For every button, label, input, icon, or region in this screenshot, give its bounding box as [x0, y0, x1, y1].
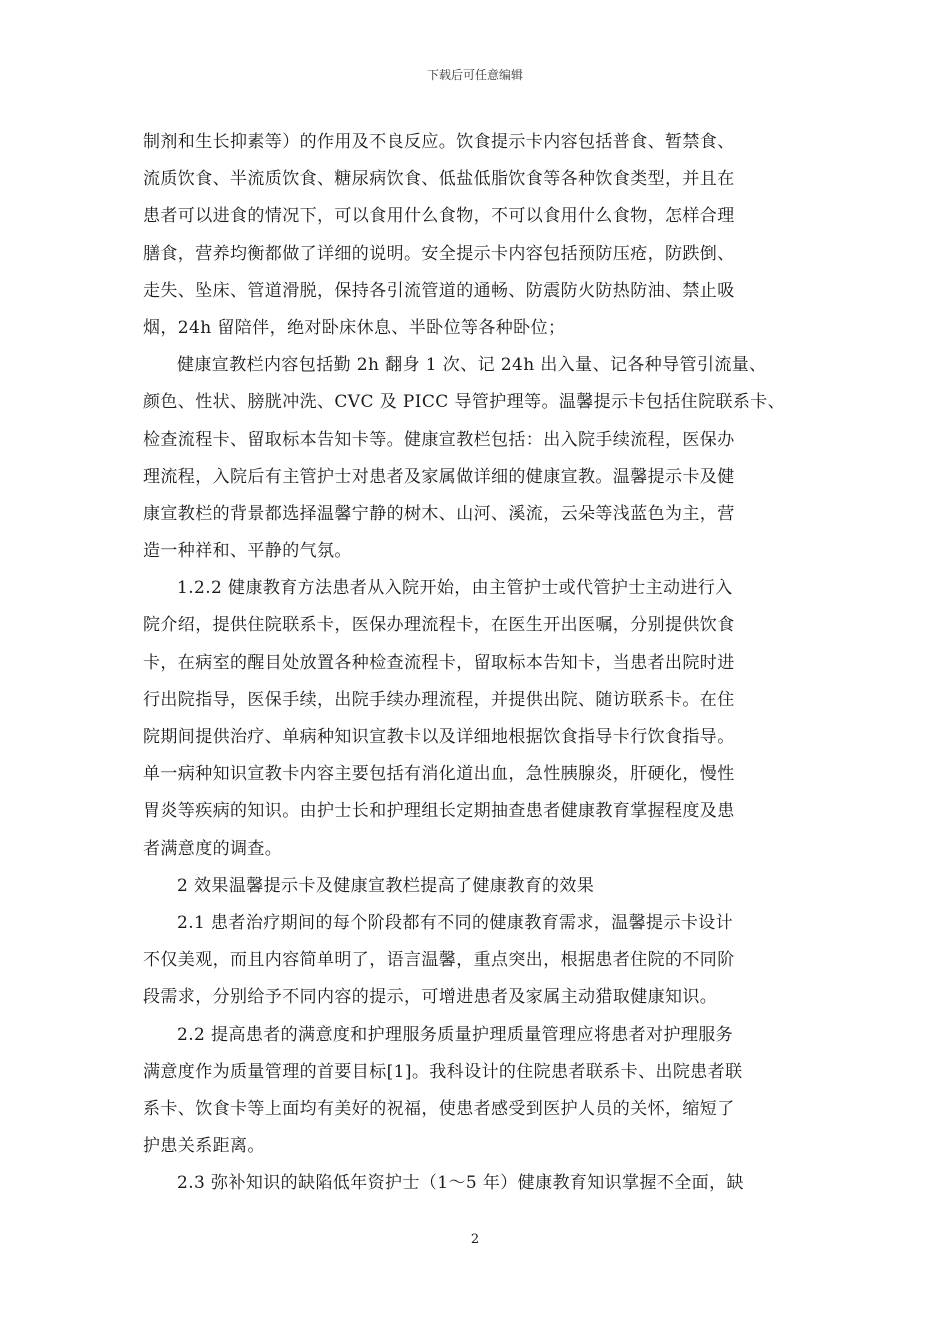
section-heading-line: 1.2.2 健康教育方法患者从入院开始，由主管护士或代管护士主动进行入: [177, 578, 733, 599]
text-line: 检查流程卡、留取标本告知卡等。健康宣教栏包括：出入院手续流程，医保办: [143, 429, 735, 450]
text-line: 康宣教栏的背景都选择温馨宁静的树木、山河、溪流，云朵等浅蓝色为主，营: [143, 503, 735, 524]
text-line: 走失、坠床、管道滑脱，保持各引流管道的通畅、防震防火防热防油、禁止吸: [143, 280, 735, 301]
text-line: 者满意度的调查。: [143, 838, 283, 859]
section-heading-line: 2.1 患者治疗期间的每个阶段都有不同的健康教育需求，温馨提示卡设计: [177, 912, 734, 933]
text-line: 患者可以进食的情况下，可以食用什么食物，不可以食用什么食物，怎样合理: [143, 206, 735, 227]
text-line: 不仅美观，而且内容简单明了，语言温馨，重点突出，根据患者住院的不同阶: [143, 950, 735, 971]
text-line: 卡，在病室的醒目处放置各种检查流程卡，留取标本告知卡，当患者出院时进: [143, 652, 735, 673]
text-line: 烟，24h 留陪伴，绝对卧床休息、半卧位等各种卧位；: [143, 317, 566, 338]
document-body: [143, 124, 828, 1202]
page-number: 2: [470, 1232, 480, 1247]
text-line: 护患关系距离。: [143, 1136, 265, 1157]
page-header: 下载后可任意编辑: [426, 68, 523, 82]
text-line: 满意度作为质量管理的首要目标[1]。我科设计的住院患者联系卡、出院患者联: [143, 1061, 743, 1082]
text-line: 院期间提供治疗、单病种知识宣教卡以及详细地根据饮食指导卡行饮食指导。: [143, 727, 735, 747]
text-line: 理流程，入院后有主管护士对患者及家属做详细的健康宣教。温馨提示卡及健: [143, 466, 735, 487]
text-line: 造一种祥和、平静的气氛。: [143, 541, 352, 562]
text-line: 制剂和生长抑素等）的作用及不良反应。饮食提示卡内容包括普食、暂禁食、: [143, 132, 735, 152]
section-heading-line: 2 效果温馨提示卡及健康宣教栏提高了健康教育的效果: [177, 875, 595, 896]
section-heading-line: 2.2 提高患者的满意度和护理服务质量护理质量管理应将患者对护理服务: [177, 1024, 734, 1045]
paragraph-start-line: 健康宣教栏内容包括勤 2h 翻身 1 次、记 24h 出入量、记各种导管引流量、: [177, 355, 767, 376]
text-line: 膳食，营养均衡都做了详细的说明。安全提示卡内容包括预防压疮，防跌倒、: [143, 243, 735, 264]
text-line: 院介绍，提供住院联系卡，医保办理流程卡，在医生开出医嘱，分别提供饮食: [143, 615, 735, 636]
text-line: 单一病种知识宣教卡内容主要包括有消化道出血，急性胰腺炎，肝硬化，慢性: [143, 764, 735, 785]
text-line: 胃炎等疾病的知识。由护士长和护理组长定期抽查患者健康教育掌握程度及患: [143, 801, 735, 822]
text-line: 颜色、性状、膀胱冲洗、CVC 及 PICC 导管护理等。温馨提示卡包括住院联系卡、: [143, 392, 786, 413]
text-line: 流质饮食、半流质饮食、糖尿病饮食、低盐低脂饮食等各种饮食类型，并且在: [143, 169, 735, 190]
section-heading-line: 2.3 弥补知识的缺陷低年资护士（1～5 年）健康教育知识掌握不全面，缺: [177, 1173, 744, 1194]
text-line: 行出院指导，医保手续，出院手续办理流程，并提供出院、随访联系卡。在住: [143, 689, 735, 710]
text-line: 段需求，分别给予不同内容的提示，可增进患者及家属主动猎取健康知识。: [143, 987, 718, 1008]
text-line: 系卡、饮食卡等上面均有美好的祝福，使患者感受到医护人员的关怀，缩短了: [143, 1098, 735, 1119]
